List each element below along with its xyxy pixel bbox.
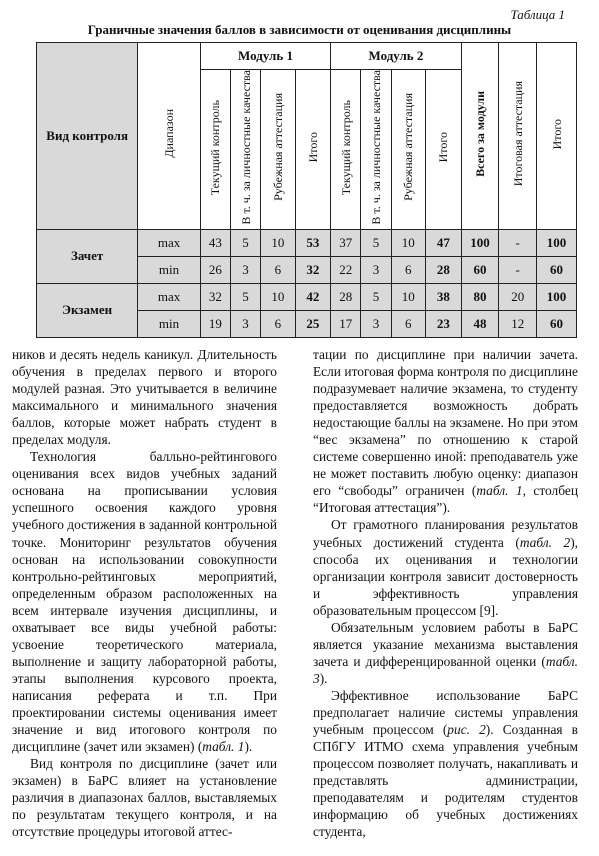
value-cell: 20	[499, 283, 537, 310]
paragraph: Вид контроля по дисциплине (зачет или экзамен) в БаРС влияет на установление различия в диапазонах баллов, выставляемых по результатам текущего контроля, и на отсутствие процедуры итоговой аттес-	[12, 756, 277, 840]
value-cell: 6	[261, 310, 295, 337]
value-cell: 3	[361, 256, 391, 283]
value-cell: 47	[426, 229, 462, 256]
value-cell: 19	[200, 310, 230, 337]
value-cell: 3	[230, 310, 260, 337]
text-column-left	[12, 346, 277, 840]
value-cell: 6	[261, 256, 295, 283]
table-reference: табл. 3	[313, 653, 578, 686]
paragraph: Эффективное использование БаРС предполагает наличие системы управления учебным процессом (рис. 2). Созданная в СПбГУ ИТМО схема управления учебным процессом позволяет получать, накапливать и представлять администрации, преподавателям и родителям студентов информацию об учебных достижениях студента,	[313, 687, 578, 840]
value-cell: 38	[426, 283, 462, 310]
value-cell: 26	[200, 256, 230, 283]
value-cell: 100	[461, 229, 499, 256]
header-range: Диапазон	[138, 43, 201, 230]
value-cell: -	[499, 256, 537, 283]
table-reference: табл. 1	[476, 483, 523, 499]
paragraph: тации по дисциплине при наличии зачета. Если итоговая форма контроля по дисциплине подразумевает наличие экзамена, то студенту предоставляется возможность добрать недостающие баллы на экзамене. Но при этом “вес экзамена” по отношению к старой системе совершенно иной: преподаватель уже не может поставить любую оценку: диапазон его “свободы” ограничен (табл. 1, столбец “Итоговая аттестация”).	[313, 347, 578, 516]
value-cell: 5	[230, 229, 260, 256]
header-final-attestation: Итоговая аттестация	[499, 43, 537, 230]
header-m1-current: Текущий контроль	[200, 70, 230, 230]
header-m2-current: Текущий контроль	[331, 70, 361, 230]
value-cell: -	[499, 229, 537, 256]
value-cell: 42	[295, 283, 331, 310]
value-cell: 48	[461, 310, 499, 337]
value-cell: 6	[391, 310, 425, 337]
value-cell: 25	[295, 310, 331, 337]
table-reference: табл. 2	[519, 534, 571, 550]
text-column-right	[313, 346, 578, 840]
value-cell: 28	[426, 256, 462, 283]
paragraph: ников и десять недель каникул. Длительность обучения в пределах первого и второго модулей разная. Это учитывается в величине максимального и минимального значения баллов, которые может набрать студент в пределах модуля.	[12, 347, 277, 448]
range-cell: min	[138, 310, 201, 337]
value-cell: 3	[361, 310, 391, 337]
header-m2-personal: В т. ч. за личностные качества	[361, 70, 391, 230]
value-cell: 32	[200, 283, 230, 310]
value-cell: 10	[261, 283, 295, 310]
table-label: Таблица 1	[510, 7, 565, 22]
value-cell: 37	[331, 229, 361, 256]
value-cell: 12	[499, 310, 537, 337]
header-m1-midterm: Рубежная аттестация	[261, 70, 295, 230]
value-cell: 10	[391, 229, 425, 256]
value-cell: 32	[295, 256, 331, 283]
value-cell: 60	[461, 256, 499, 283]
range-cell: max	[138, 229, 201, 256]
header-kind: Вид контроля	[37, 43, 138, 230]
header-all-modules: Всего за модули	[461, 43, 499, 230]
row-group-label: Зачет	[37, 229, 138, 283]
value-cell: 60	[537, 310, 577, 337]
figure-reference: рис. 2	[447, 722, 486, 738]
value-cell: 5	[361, 283, 391, 310]
header-module2: Модуль 2	[331, 43, 461, 70]
value-cell: 43	[200, 229, 230, 256]
table-row	[37, 283, 577, 310]
value-cell: 10	[261, 229, 295, 256]
header-grand-total: Итого	[537, 43, 577, 230]
paragraph: Обязательным условием работы в БаРС является указание механизма выставления зачета и дифференцированной оценки (табл. 3).	[313, 619, 578, 686]
table-row	[37, 229, 577, 256]
value-cell: 53	[295, 229, 331, 256]
header-m1-total: Итого	[295, 70, 331, 230]
table-reference: табл. 1	[202, 739, 245, 755]
value-cell: 17	[331, 310, 361, 337]
paragraph: От грамотного планирования результатов учебных достижений студента (табл. 2), способа их оценивания и технологии организации контроля зависит достоверность и эффективность управления образовательным процессом [9].	[313, 517, 578, 618]
range-cell: min	[138, 256, 201, 283]
value-cell: 3	[230, 256, 260, 283]
value-cell: 23	[426, 310, 462, 337]
header-m2-midterm: Рубежная аттестация	[391, 70, 425, 230]
value-cell: 6	[391, 256, 425, 283]
value-cell: 60	[537, 256, 577, 283]
value-cell: 5	[361, 229, 391, 256]
value-cell: 22	[331, 256, 361, 283]
header-m2-total: Итого	[426, 70, 462, 230]
table-title: Граничные значения баллов в зависимости от оценивания дисциплины	[87, 22, 512, 37]
header-module1: Модуль 1	[200, 43, 330, 70]
value-cell: 100	[537, 229, 577, 256]
paragraph: Технология балльно-рейтингового оценивания всех видов учебных заданий основана на прописывании условия успешного освоения каждого уровня учебного достижения в заданной контрольной точке. Мониторинг результатов обучения основан на использовании совокупности контрольно-рейтинговых мероприятий, определенным образом расположенных на всем интервале изучения дисциплины, и охватывает все виды учебной работы: усвоение теоретического материала, выполнение и защиту лабораторной работы, этапы выполнения курсового проекта, написания реферата и т.п. При проектировании системы оценивания имеет значение и вид итогового контроля по дисциплине (зачет или экзамен) (табл. 1).	[12, 449, 277, 755]
row-group-label: Экзамен	[37, 283, 138, 337]
value-cell: 10	[391, 283, 425, 310]
value-cell: 100	[537, 283, 577, 310]
range-cell: max	[138, 283, 201, 310]
value-cell: 80	[461, 283, 499, 310]
header-m1-personal: В т. ч. за личностные качества	[230, 70, 260, 230]
value-cell: 5	[230, 283, 260, 310]
value-cell: 28	[331, 283, 361, 310]
grades-table	[36, 42, 577, 338]
